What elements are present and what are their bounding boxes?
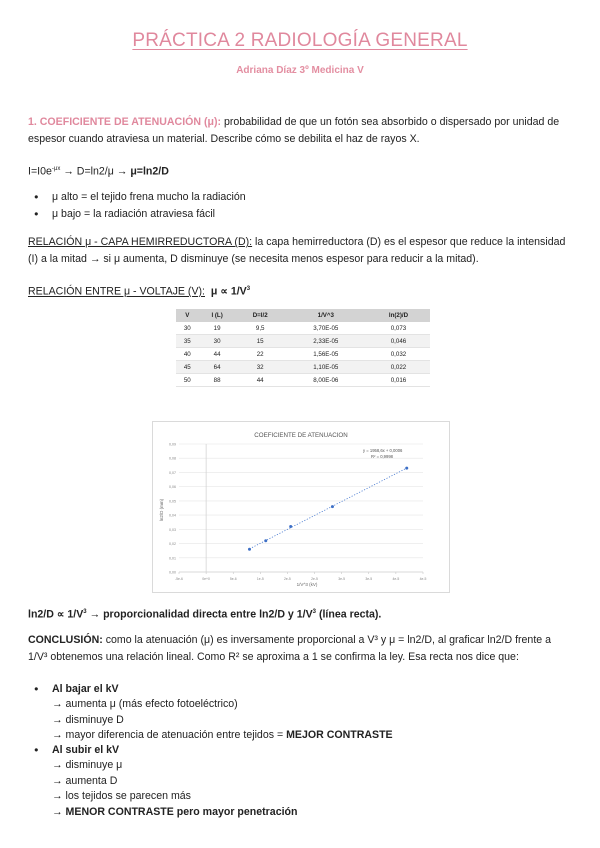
chart-y-tick-label: 0,01 — [169, 556, 176, 561]
table-header-cell: 1/V^3 — [285, 309, 367, 322]
list-item-subir — [28, 742, 119, 759]
chart-x-tick-label: 3e-5 — [365, 577, 373, 581]
proporcionalidad-sup2: 3 — [312, 609, 317, 615]
attenuation-chart — [152, 421, 450, 593]
chart-x-label: 1/V^3 (kV) — [296, 582, 318, 587]
table-cell: 64 — [199, 361, 236, 374]
list-item — [52, 805, 297, 821]
chart-y-tick-label: 0,03 — [169, 527, 176, 532]
table-cell: 2,33E-05 — [285, 335, 367, 348]
chart-x-tick-label: 4e-5 — [392, 577, 400, 581]
chart-point — [405, 467, 408, 470]
chart-y-tick-label: 0,06 — [169, 485, 176, 490]
formula-line — [28, 161, 573, 181]
relacion-hemirreductora — [28, 234, 573, 268]
relacion-hemi-text: la capa hemirreductora (D) es el espesor que reduce la intensidad (I) a la mitad → si μ aumenta, D disminuye (se necesita menos espesor para reducir a la mitad). — [28, 236, 566, 265]
table-cell: 9,5 — [236, 322, 285, 335]
subir-last-bold: MENOR CONTRASTE pero mayor penetración — [65, 805, 298, 818]
subir-title: Al subir el kV — [52, 744, 120, 756]
table-cell: 50 — [176, 374, 199, 387]
chart-r2: R² = 0,9998 — [371, 454, 393, 459]
table-cell: 0,032 — [367, 348, 430, 361]
data-table — [176, 309, 430, 387]
chart-y-tick-label: 0,02 — [169, 542, 176, 547]
table-cell: 30 — [176, 322, 199, 335]
relacion-voltaje — [28, 281, 573, 301]
chart-point — [248, 548, 251, 551]
table-cell: 22 — [236, 348, 285, 361]
chart-x-tick-label: 0e+0 — [202, 577, 210, 581]
proporcionalidad-text: → proporcionalidad directa entre ln2/D y 1/V — [86, 608, 313, 621]
table-header-cell: D=I/2 — [236, 309, 285, 322]
relacion-hemi-label: RELACIÓN μ - CAPA HEMIRREDUCTORA (D): — [28, 236, 253, 248]
table-row — [176, 335, 430, 348]
bajar-last-prefix: → mayor diferencia de atenuación entre tejidos = — [52, 729, 287, 742]
chart-y-tick-label: 0,05 — [169, 499, 176, 504]
proporcionalidad-suffix: (línea recta). — [316, 608, 382, 621]
table-header-cell: V — [176, 309, 199, 322]
table-row — [176, 348, 430, 361]
chart-trendline — [249, 468, 406, 549]
proporcionalidad-sup: 3 — [83, 609, 87, 615]
chart-y-tick-label: 0,08 — [169, 456, 176, 461]
list-item: → aumenta μ (más efecto fotoeléctrico) — [52, 698, 238, 710]
table-cell: 40 — [176, 348, 199, 361]
section-text: probabilidad de que un fotón sea absorbido o dispersado por unidad de espesor cuando atraviesa un material. Describe cómo se debilita el haz de rayos X. — [28, 116, 560, 145]
table-cell: 44 — [236, 374, 285, 387]
chart-x-tick-label: 3e-5 — [338, 577, 346, 581]
chart-title: COEFICIENTE DE ATENUACION — [254, 432, 348, 439]
list-item: ● μ bajo = la radiación atraviesa fácil — [28, 206, 246, 223]
table-row — [176, 322, 430, 335]
proporcionalidad-prefix: ln2/D ∝ 1/V — [28, 608, 84, 621]
table-cell: 0,046 — [367, 335, 430, 348]
table-cell: 30 — [199, 335, 236, 348]
chart-y-label: ln2/D (mm) — [159, 498, 164, 522]
chart-x-tick-label: 1e-5 — [256, 577, 264, 581]
table-cell: 8,00E-06 — [285, 374, 367, 387]
list-item: → los tejidos se parecen más — [52, 790, 191, 803]
table-cell: 3,70E-05 — [285, 322, 367, 335]
conclusion-label: CONCLUSIÓN: — [28, 634, 103, 646]
formula-sup: -μx — [51, 166, 61, 172]
chart-point — [264, 539, 267, 542]
chart-x-tick-label: 2e-5 — [311, 577, 318, 581]
chart-trendline-line — [249, 468, 406, 549]
chart-x-tick-label: 2e-5 — [284, 577, 291, 581]
relacion-volt-sup: 3 — [246, 286, 251, 292]
bajar-last-bold: MEJOR CONTRASTE — [286, 729, 393, 742]
proporcionalidad-line — [28, 604, 573, 624]
kv-effects-list-2 — [28, 742, 119, 759]
table-header-cell: ln(2)/D — [367, 309, 430, 322]
table-cell: 35 — [176, 335, 199, 348]
conclusion-paragraph — [28, 632, 573, 666]
table-cell: 32 — [236, 361, 285, 374]
section-coeficiente — [28, 114, 573, 148]
table-cell: 0,073 — [367, 322, 430, 335]
table-cell: 1,56E-05 — [285, 348, 367, 361]
table-cell: 15 — [236, 335, 285, 348]
chart-point — [289, 525, 292, 528]
table-cell: 0,022 — [367, 361, 430, 374]
list-item: ● μ alto = el tejido frena mucho la radiación — [28, 189, 246, 206]
chart-svg — [153, 422, 449, 592]
relacion-volt-formula: μ ∝ 1/V — [210, 285, 247, 298]
formula-mid: → D=ln2/μ → — [60, 165, 131, 178]
chart-x-tick-label: 4e-5 — [419, 577, 427, 581]
chart-y-tick-label: 0,04 — [169, 513, 176, 518]
list-item-bajar — [28, 681, 119, 698]
chart-point — [331, 505, 334, 508]
formula-prefix: I=I0e — [28, 165, 52, 178]
chart-y-tick-label: 0,00 — [169, 570, 176, 575]
list-item: → aumenta D — [52, 774, 118, 787]
bajar-title: Al bajar el kV — [52, 683, 119, 695]
table-cell: 0,016 — [367, 374, 430, 387]
table-cell: 45 — [176, 361, 199, 374]
list-item: → disminuye μ — [52, 759, 123, 771]
formula-result: μ=ln2/D — [130, 165, 169, 178]
chart-axes — [169, 443, 427, 582]
chart-x-tick-label: -5e-6 — [175, 577, 183, 581]
table-row — [176, 361, 430, 374]
kv-effects-list — [28, 681, 119, 698]
chart-x-tick-label: 5e-6 — [229, 577, 237, 581]
section-heading: 1. COEFICIENTE DE ATENUACIÓN (μ): — [28, 116, 222, 128]
subir-sublist — [28, 758, 297, 820]
page-title: PRÁCTICA 2 RADIOLOGÍA GENERAL — [132, 30, 468, 51]
chart-gridlines — [179, 444, 423, 572]
table-row — [176, 374, 430, 387]
relacion-volt-label: RELACIÓN ENTRE μ - VOLTAJE (V): — [28, 285, 205, 298]
table-cell: 1,10E-05 — [285, 361, 367, 374]
list-item: → disminuye D — [52, 713, 124, 726]
table-header-cell: I (L) — [199, 309, 236, 322]
bajar-sublist — [28, 697, 393, 744]
table-cell: 44 — [199, 348, 236, 361]
chart-y-tick-label: 0,07 — [169, 470, 176, 475]
table-cell: 88 — [199, 374, 236, 387]
mu-bullet-list — [28, 189, 246, 222]
table-header-row — [176, 309, 430, 322]
chart-equation: y = 1958,6x + 0,0006 — [363, 448, 403, 453]
chart-y-tick-label: 0,09 — [169, 442, 176, 447]
conclusion-text: como la atenuación (μ) es inversamente proporcional a V³ y μ = ln2/D, al graficar ln2/D frente a 1/V³ obtenemos una relación lineal. Como R² se aproxima a 1 se confirma la ley. Esa recta nos dice que: — [28, 634, 551, 663]
subir-last-prefix: → — [52, 805, 66, 818]
author-line: Adriana Díaz 3º Medicina V — [236, 65, 364, 76]
table-cell: 19 — [199, 322, 236, 335]
